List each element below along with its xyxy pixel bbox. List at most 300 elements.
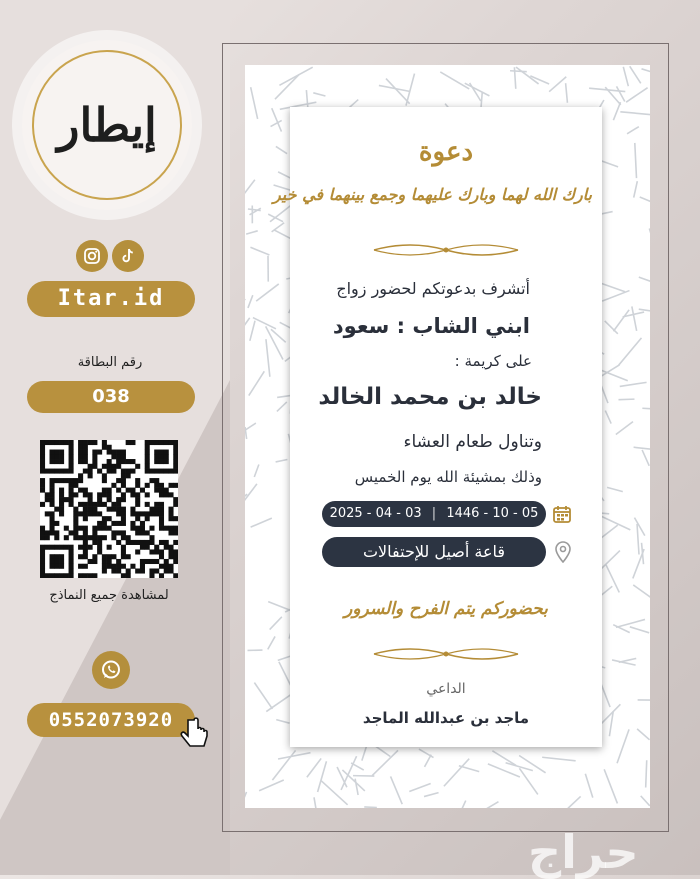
card-number-value: 038 [27,381,195,413]
qr-module [159,440,164,445]
qr-module [130,469,135,474]
qr-module [121,497,126,502]
qr-module [40,554,45,559]
pattern-stroke [616,422,633,435]
qr-module [107,469,112,474]
qr-module [145,483,150,488]
qr-module [159,564,164,569]
pattern-stroke [630,627,649,633]
qr-module [159,540,164,545]
pattern-stroke [314,797,317,808]
date-pill: 2025 - 04 - 03 | 1446 - 10 - 05 [322,501,546,527]
qr-module [102,492,107,497]
qr-module [135,502,140,507]
qr-module [78,454,83,459]
pattern-stroke [639,277,650,282]
qr-module [126,554,131,559]
qr-module [97,502,102,507]
pattern-stroke [617,729,629,763]
qr-module [145,530,150,535]
pattern-stroke [254,465,259,477]
qr-module [164,488,169,493]
pattern-stroke [634,447,650,449]
qr-module [78,488,83,493]
qr-module [102,516,107,521]
qr-module [149,440,154,445]
qr-module [102,568,107,573]
pattern-stroke [641,796,650,806]
instagram-icon[interactable] [76,240,108,272]
qr-module [168,469,173,474]
qr-module [83,507,88,512]
qr-module [59,559,64,564]
qr-module [69,530,74,535]
logo-text: إيطار [22,40,192,210]
qr-module [83,459,88,464]
qr-module [121,573,126,578]
qr-module [78,478,83,483]
qr-module [130,521,135,526]
qr-module [69,568,74,573]
pattern-stroke [640,197,650,202]
pattern-stroke [519,768,537,794]
qr-module [83,554,88,559]
qr-module [54,545,59,550]
qr-module [83,516,88,521]
qr-module [64,535,69,540]
qr-module [92,559,97,564]
tiktok-icon[interactable] [112,240,144,272]
qr-module [126,568,131,573]
qr-module [145,540,150,545]
qr-module [73,511,78,516]
qr-module [159,488,164,493]
qr-module [168,492,173,497]
qr-module [107,559,112,564]
qr-module [164,564,169,569]
invite-line-1: أتشرف بدعوتكم لحضور زواج [336,279,530,298]
qr-module [97,545,102,550]
pattern-stroke [406,74,415,106]
qr-module [73,521,78,526]
qr-module [97,540,102,545]
pattern-stroke [646,760,647,787]
pattern-stroke [355,779,358,795]
qr-module [121,521,126,526]
qr-module [159,507,164,512]
qr-module [102,440,107,445]
pattern-stroke [635,143,637,178]
qr-module [50,450,55,455]
qr-module [40,469,45,474]
qr-module [69,573,74,578]
qr-module [149,568,154,573]
pattern-stroke [276,146,287,153]
qr-module [54,535,59,540]
qr-module [50,554,55,559]
qr-module [145,450,150,455]
qr-module [159,502,164,507]
qr-module [145,511,150,516]
qr-module [40,526,45,531]
qr-module [149,507,154,512]
pattern-stroke [542,757,575,761]
qr-module [154,559,159,564]
qr-module [83,488,88,493]
qr-module [107,488,112,493]
qr-module [54,478,59,483]
pattern-stroke [440,72,469,89]
qr-module [50,526,55,531]
qr-module [83,564,88,569]
qr-module [116,564,121,569]
qr-module [116,507,121,512]
qr-module [116,540,121,545]
pattern-stroke [620,112,650,115]
pattern-stroke [642,450,649,466]
qr-module [121,516,126,521]
qr-module [88,464,93,469]
qr-module [164,440,169,445]
qr-module [135,530,140,535]
qr-module [126,440,131,445]
watermark: حراج [528,825,639,879]
qr-module [116,559,121,564]
qr-module [154,440,159,445]
whatsapp-icon[interactable] [92,651,130,689]
pattern-stroke [633,585,650,599]
qr-module [140,564,145,569]
qr-module [145,469,150,474]
qr-module [159,554,164,559]
date-hijri: 1446 - 10 - 05 [446,506,538,521]
qr-module [40,530,45,535]
qr-module [121,483,126,488]
qr-module [107,464,112,469]
qr-module [168,511,173,516]
qr-module [140,568,145,573]
qr-module [173,540,178,545]
blessing-calligraphy: بارك الله لهما وبارك عليهما وجمع بينهما في خير [300,185,592,204]
pattern-stroke [277,402,287,411]
qr-module [121,459,126,464]
invitation-card[interactable] [290,107,602,747]
phone-number[interactable]: 0552073920 [27,703,195,737]
qr-module [102,564,107,569]
qr-module [159,526,164,531]
qr-code[interactable] [40,440,178,578]
qr-module [64,469,69,474]
qr-module [50,469,55,474]
qr-module [168,564,173,569]
pattern-stroke [627,127,639,134]
pattern-stroke [318,761,327,792]
qr-module [54,440,59,445]
qr-module [97,521,102,526]
qr-module [164,545,169,550]
qr-module [92,507,97,512]
pattern-stroke [634,518,644,536]
qr-module [83,511,88,516]
qr-module [69,454,74,459]
qr-module [45,545,50,550]
qr-module [164,450,169,455]
qr-module [140,530,145,535]
qr-module [59,573,64,578]
qr-module [88,507,93,512]
qr-module [92,511,97,516]
qr-module [88,473,93,478]
qr-module [149,559,154,564]
qr-module [92,502,97,507]
qr-module [107,526,112,531]
qr-module [50,516,55,521]
qr-module [78,511,83,516]
qr-module [69,502,74,507]
pattern-stroke [256,284,279,301]
qr-module [78,564,83,569]
pattern-stroke [374,745,390,756]
pattern-stroke [268,636,275,649]
pattern-stroke [604,769,617,803]
qr-module [92,554,97,559]
qr-module [50,530,55,535]
qr-module [92,454,97,459]
qr-module [40,488,45,493]
pattern-stroke [341,756,357,790]
qr-module [102,478,107,483]
qr-module [102,554,107,559]
qr-module [135,511,140,516]
qr-module [50,459,55,464]
pattern-stroke [245,180,255,204]
qr-module [145,445,150,450]
qr-module [54,554,59,559]
pattern-stroke [409,784,430,792]
qr-module [40,478,45,483]
qr-module [59,440,64,445]
qr-module [164,459,169,464]
pattern-stroke [245,318,250,328]
qr-module [88,502,93,507]
day-line: وذلك بمشيئة الله يوم الخميس [355,468,542,486]
qr-module [164,559,169,564]
qr-module [64,497,69,502]
qr-module [40,573,45,578]
logo-badge [22,40,192,210]
qr-module [111,469,116,474]
qr-module [154,488,159,493]
qr-module [121,507,126,512]
pattern-stroke [245,423,256,432]
qr-module [154,507,159,512]
qr-module [40,502,45,507]
pattern-stroke [272,750,295,780]
pattern-stroke [607,487,623,491]
qr-module [40,568,45,573]
qr-module [168,554,173,559]
qr-module [168,545,173,550]
qr-module [173,554,178,559]
qr-module [116,497,121,502]
date-gregorian: 2025 - 04 - 03 [330,506,422,521]
qr-module [88,469,93,474]
qr-module [135,478,140,483]
qr-module [159,454,164,459]
qr-module [78,545,83,550]
qr-module [121,511,126,516]
qr-module [59,459,64,464]
brand-handle[interactable]: Itar.id [27,281,195,317]
pattern-stroke [270,617,282,630]
pattern-stroke [623,67,628,86]
qr-module [69,450,74,455]
qr-module [111,564,116,569]
qr-module [59,507,64,512]
qr-module [173,559,178,564]
qr-module [50,511,55,516]
qr-module [54,450,59,455]
qr-module [145,464,150,469]
qr-module [73,516,78,521]
pattern-stroke [602,291,629,302]
pattern-stroke [630,66,641,83]
qr-module [121,554,126,559]
qr-module [111,521,116,526]
pattern-stroke [566,83,568,103]
qr-module [40,445,45,450]
qr-module [107,450,112,455]
pattern-stroke [248,295,253,308]
qr-module [173,549,178,554]
pattern-stroke [279,67,312,85]
calendar-icon [552,504,572,528]
pattern-stroke [250,321,255,341]
divider-ornament [370,237,522,263]
qr-module [88,573,93,578]
qr-module [64,573,69,578]
qr-module [54,459,59,464]
pattern-stroke [642,543,644,564]
qr-module [54,469,59,474]
qr-module [107,507,112,512]
pointer-hand-icon [178,716,214,754]
qr-module [107,554,112,559]
qr-module [130,526,135,531]
qr-module [88,497,93,502]
qr-module [88,559,93,564]
qr-module [111,568,116,573]
qr-module [59,511,64,516]
pattern-stroke [275,74,299,99]
qr-module [130,440,135,445]
pattern-stroke [634,181,638,197]
qr-module [54,573,59,578]
qr-module [149,478,154,483]
qr-module [78,459,83,464]
qr-module [140,521,145,526]
qr-module [145,440,150,445]
qr-module [45,530,50,535]
location-pin-icon [554,541,572,567]
qr-module [173,445,178,450]
pattern-stroke [259,780,284,791]
pattern-stroke [254,683,272,709]
qr-module [173,516,178,521]
qr-module [97,511,102,516]
qr-module [102,559,107,564]
qr-module [69,554,74,559]
qr-module [121,530,126,535]
qr-module [111,450,116,455]
qr-module [116,488,121,493]
qr-module [40,545,45,550]
qr-module [40,450,45,455]
qr-module [111,554,116,559]
qr-module [168,516,173,521]
pattern-stroke [585,774,592,798]
pattern-stroke [251,518,272,527]
qr-module [59,502,64,507]
qr-module [126,488,131,493]
qr-module [73,507,78,512]
qr-module [92,440,97,445]
qr-module [145,454,150,459]
qr-module [107,459,112,464]
qr-module [102,535,107,540]
qr-module [107,497,112,502]
qr-module [111,502,116,507]
qr-module [159,450,164,455]
pattern-stroke [639,309,650,311]
invitation-heading: دعوة [290,137,602,167]
qr-module [154,459,159,464]
qr-module [88,440,93,445]
qr-module [54,564,59,569]
qr-module [126,573,131,578]
qr-module [50,573,55,578]
qr-module [130,488,135,493]
qr-module [140,559,145,564]
qr-module [83,573,88,578]
qr-module [64,526,69,531]
qr-module [83,450,88,455]
qr-module [54,521,59,526]
pattern-stroke [276,720,289,724]
qr-module [126,535,131,540]
closing-calligraphy: بحضوركم يتم الفرح والسرور [310,599,582,619]
pattern-stroke [271,120,282,126]
qr-module [107,564,112,569]
qr-module [83,492,88,497]
qr-module [83,535,88,540]
pattern-stroke [602,161,618,167]
qr-module [159,459,164,464]
qr-module [88,511,93,516]
qr-module [78,450,83,455]
pattern-stroke [619,338,642,365]
qr-module [59,450,64,455]
qr-module [54,559,59,564]
qr-module [83,545,88,550]
qr-module [50,521,55,526]
qr-module [121,473,126,478]
bride-father: خالد بن محمد الخالد [318,384,542,410]
qr-module [121,454,126,459]
pattern-stroke [516,67,539,84]
pattern-stroke [444,759,469,787]
qr-caption: لمشاهدة جميع النماذج [26,588,192,603]
